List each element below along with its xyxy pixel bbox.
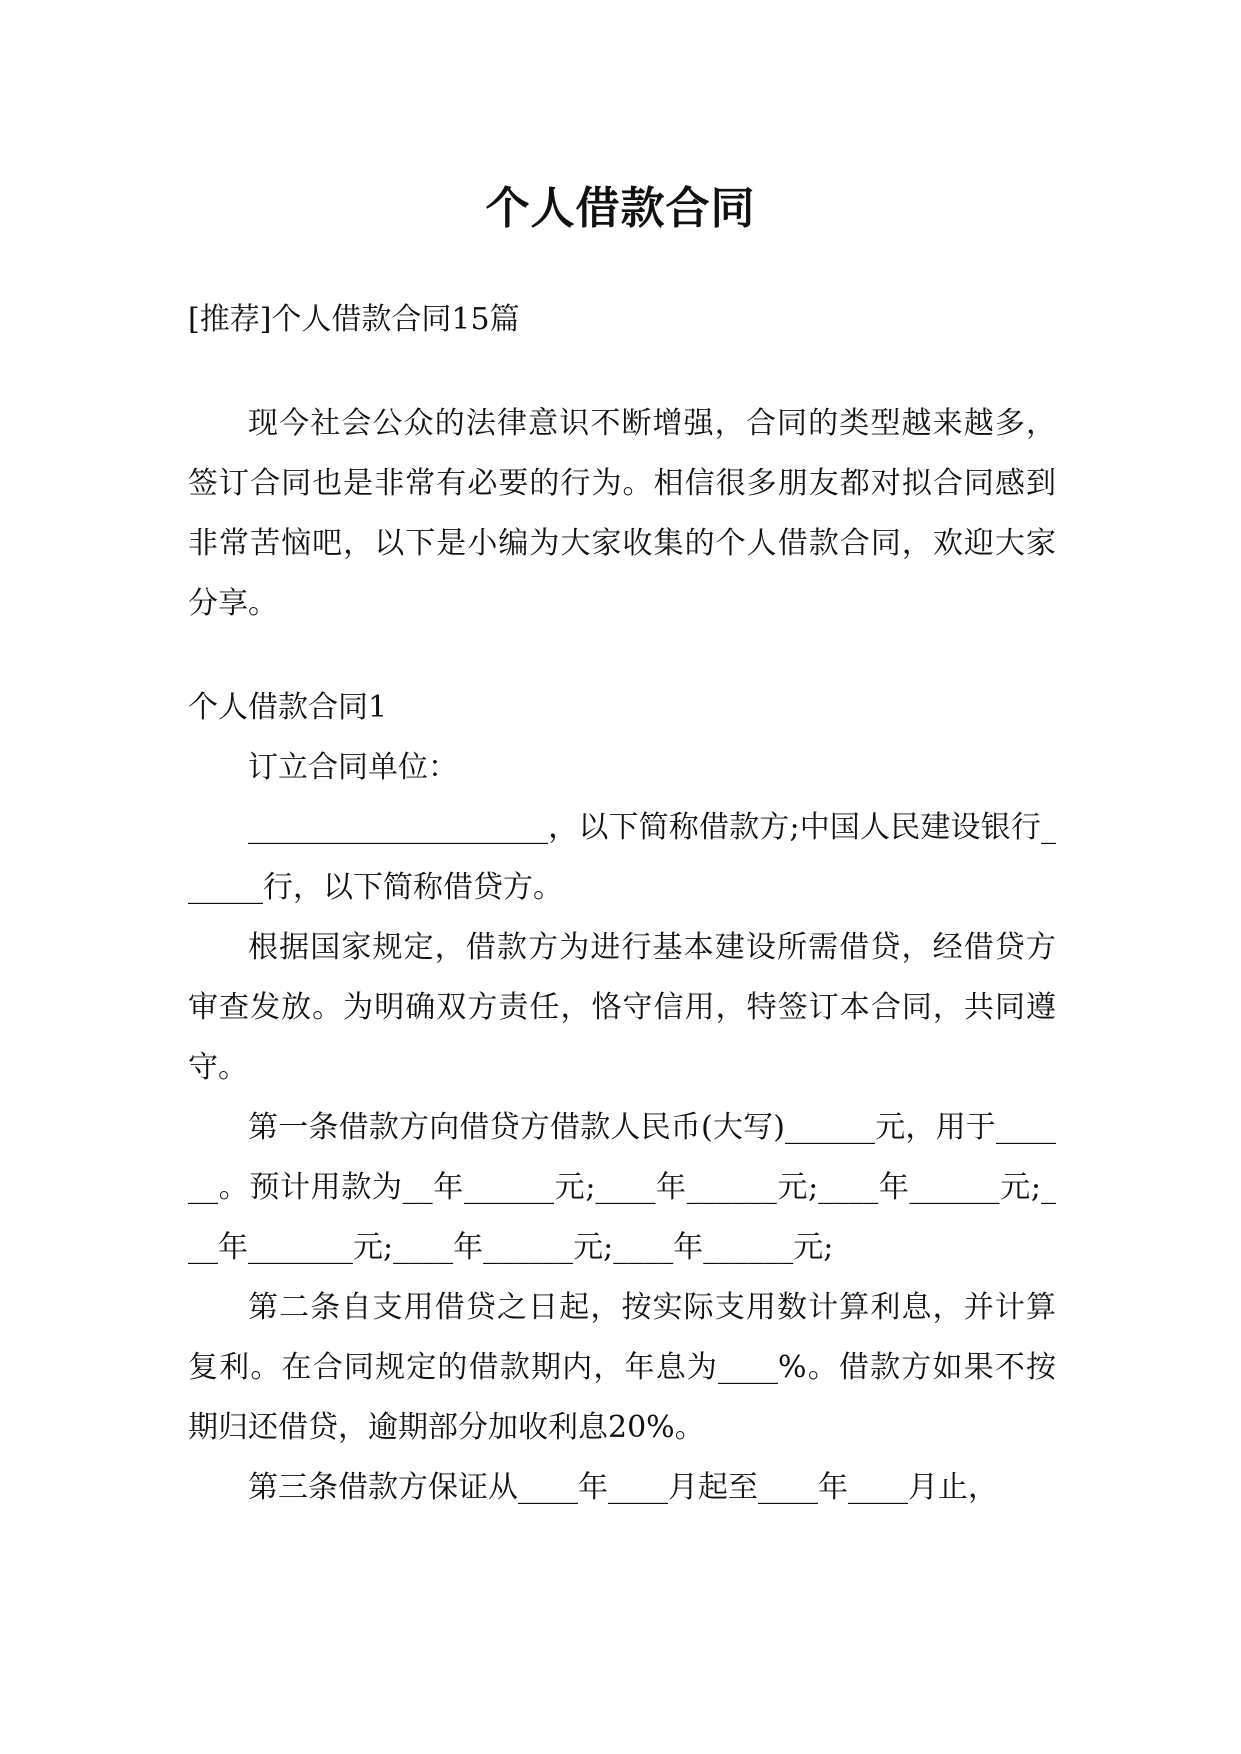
- article-3-paragraph: 第三条借款方保证从____年____月起至____年____月止，: [248, 1470, 998, 1505]
- parties-label: 订立合同单位：: [248, 750, 458, 785]
- article-1-paragraph: 第一条借款方向借贷方借款人民币(大写)______元，用于______。预计用款为__年______元;____年______元;____年______元;___年_______元;____年______元;____年______元;: [188, 1110, 1056, 1265]
- document-body: [188, 290, 1056, 1518]
- article-2-paragraph: 第二条自支用借贷之日起，按实际支用数计算利息，并计算复利。在合同规定的借款期内，年息为____%。借款方如果不按期归还借贷，逾期部分加收利息20%。: [188, 1290, 1056, 1445]
- document-title: 个人借款合同: [485, 183, 756, 235]
- document-subtitle: [推荐]个人借款合同15篇: [188, 302, 520, 337]
- section-heading: 个人借款合同1: [188, 690, 388, 725]
- intro-paragraph: 现今社会公众的法律意识不断增强，合同的类型越来越多，签订合同也是非常有必要的行为。相信很多朋友都对拟合同感到非常苦恼吧，以下是小编为大家收集的个人借款合同，欢迎大家分享。: [188, 406, 1056, 621]
- basis-paragraph: 根据国家规定，借款方为进行基本建设所需借贷，经借贷方审查发放。为明确双方责任，恪守信用，特签订本合同，共同遵守。: [188, 930, 1056, 1085]
- parties-paragraph: ____________________，以下简称借款方;中国人民建设银行______行，以下简称借贷方。: [188, 810, 1056, 905]
